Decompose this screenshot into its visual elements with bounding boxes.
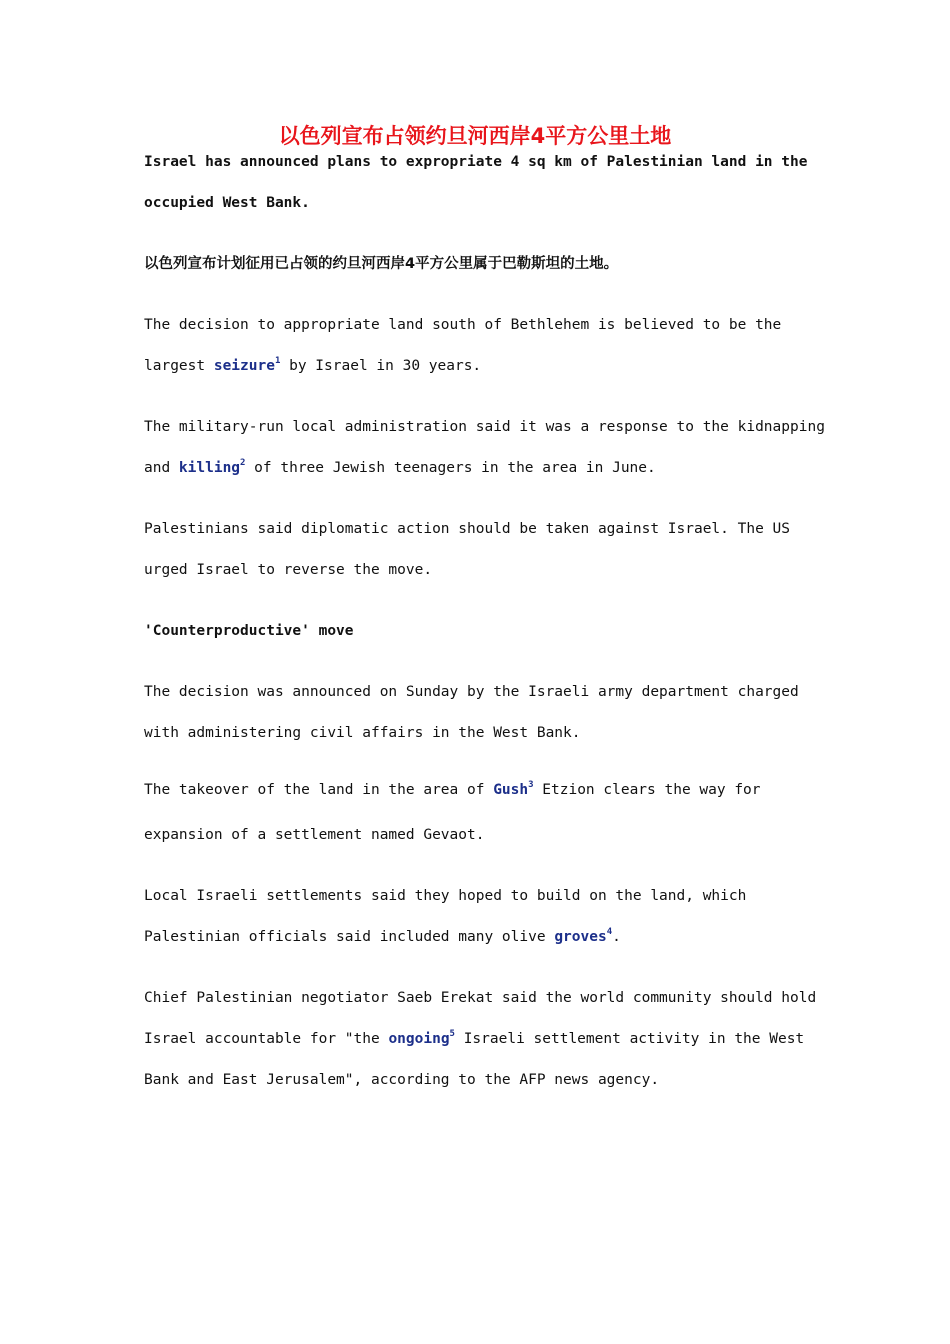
- subheading: 'Counterproductive' move: [144, 623, 354, 639]
- document-title: 以色列宣布占领约旦河西岸4平方公里土地: [278, 124, 672, 148]
- footnote-1: 1: [274, 356, 281, 367]
- lead-chinese: 以色列宣布计划征用已占领的约旦河西岸4平方公里属于巴勒斯坦的土地。: [144, 256, 619, 272]
- p6-line-2: [144, 927, 621, 947]
- p6-text-pre: Palestinian officials said included many olive: [144, 929, 555, 945]
- lead-line-1: Israel has announced plans to expropriate 4 sq km of Palestinian land in the: [144, 154, 808, 170]
- p7-text-pre: Israel accountable for "the: [144, 1031, 389, 1047]
- p1-line-2: [144, 356, 481, 376]
- p5-line-1: [144, 780, 761, 800]
- p3-line-2: urged Israel to reverse the move.: [144, 562, 433, 578]
- footnote-2: 2: [240, 458, 246, 469]
- p2-line-1: The military-run local administration said it was a response to the kidnapping: [144, 419, 825, 435]
- p1-line-1: The decision to appropriate land south of Bethlehem is believed to be the: [144, 317, 782, 333]
- p4-line-1: The decision was announced on Sunday by the Israeli army department charged: [144, 684, 799, 700]
- p2-text-post: of three Jewish teenagers in the area in June.: [245, 460, 656, 476]
- p1-text-pre: largest: [144, 358, 214, 374]
- p6-text-post: .: [612, 929, 621, 945]
- p7-text-post: Israeli settlement activity in the West: [454, 1031, 805, 1047]
- p7-line-3: Bank and East Jerusalem", according to the AFP news agency.: [144, 1072, 660, 1088]
- p4-line-2: with administering civil affairs in the West Bank.: [144, 725, 581, 741]
- lead-line-2: occupied West Bank.: [144, 195, 310, 211]
- p2-line-2: [144, 458, 656, 478]
- p7-line-1: Chief Palestinian negotiator Saeb Erekat said the world community should hold: [144, 990, 817, 1006]
- p2-text-pre: and: [144, 460, 179, 476]
- footnote-5: 5: [449, 1029, 455, 1040]
- footnote-4: 4: [606, 927, 613, 938]
- p3-line-1: Palestinians said diplomatic action should be taken against Israel. The US: [144, 521, 791, 537]
- p7-line-2: [144, 1029, 804, 1049]
- vocab-groves: groves: [554, 929, 607, 945]
- vocab-gush: Gush: [493, 782, 529, 798]
- vocab-seizure: seizure: [213, 358, 275, 374]
- p5-line-2: expansion of a settlement named Gevaot.: [144, 827, 485, 843]
- vocab-killing: killing: [178, 460, 241, 476]
- footnote-3: 3: [528, 780, 534, 791]
- p5-text-pre: The takeover of the land in the area of: [144, 782, 494, 798]
- p5-text-post: Etzion clears the way for: [533, 782, 761, 798]
- p6-line-1: Local Israeli settlements said they hoped to build on the land, which: [144, 888, 747, 904]
- p1-text-post: by Israel in 30 years.: [280, 358, 482, 374]
- vocab-ongoing: ongoing: [388, 1031, 450, 1047]
